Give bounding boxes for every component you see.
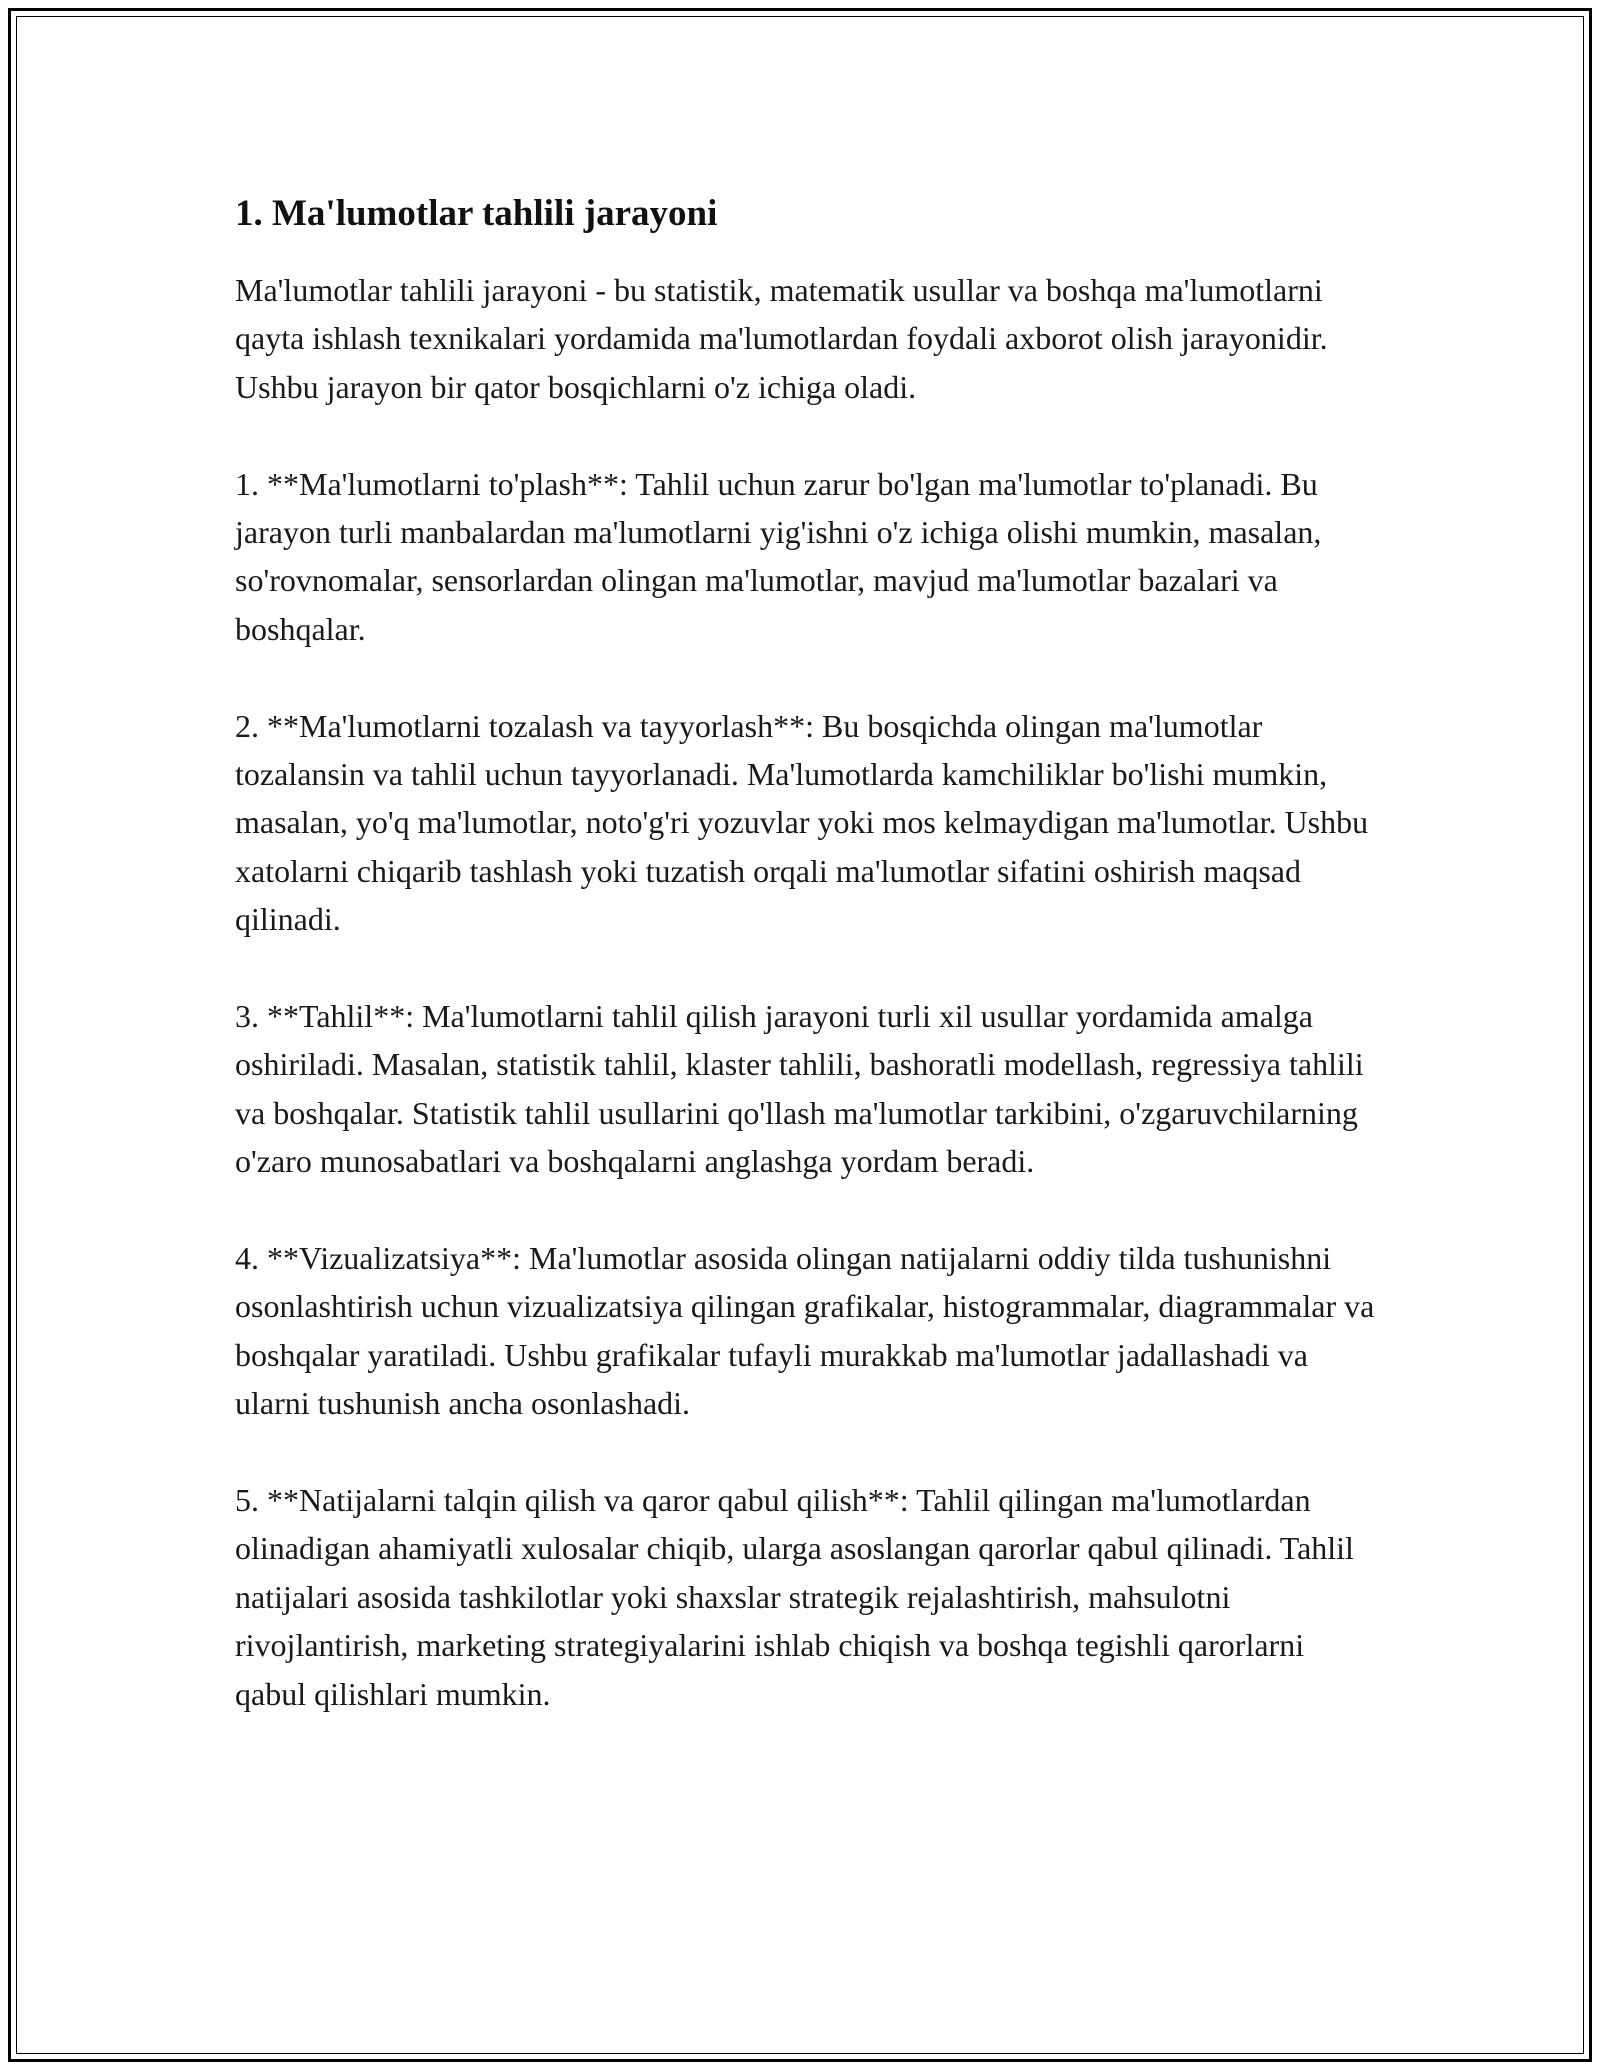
- step-4-paragraph: 4. **Vizualizatsiya**: Ma'lumotlar asosida olingan natijalarni oddiy tilda tushunishni osonlashtirish uchun vizualizatsiya qilingan grafikalar, histogrammalar, diagrammalar va boshqalar yaratiladi. Ushbu grafikalar tufayli murakkab ma'lumotlar jadallashadi va ularni tushunish ancha osonlashadi.: [235, 1240, 1375, 1422]
- step-1-paragraph: 1. **Ma'lumotlarni to'plash**: Tahlil uchun zarur bo'lgan ma'lumotlar to'planadi. Bu jarayon turli manbalardan ma'lumotlarni yig'ishni o'z ichiga olishi mumkin, masalan, so'rovnomalar, sensorlardan olingan ma'lumotlar, mavjud ma'lumotlar bazalari va boshqalar.: [235, 465, 1322, 647]
- step-2-paragraph: 2. **Ma'lumotlarni tozalash va tayyorlash**: Bu bosqichda olingan ma'lumotlar tozalansin va tahlil uchun tayyorlanadi. Ma'lumotlarda kamchiliklar bo'lishi mumkin, masalan, yo'q ma'lumotlar, noto'g'ri yozuvlar yoki mos kelmaydigan ma'lumotlar. Ushbu xatolarni chiqarib tashlash yoki tuzatish orqali ma'lumotlar sifatini oshirish maqsad qilinadi.: [235, 707, 1369, 938]
- intro-paragraph: Ma'lumotlar tahlili jarayoni - bu statistik, matematik usullar va boshqa ma'lumotlarni qayta ishlash texnikalari yordamida ma'lumotlardan foydali axborot olish jarayonidir. Ushbu jarayon bir qator bosqichlarni o'z ichiga oladi.: [235, 272, 1328, 405]
- step-5-paragraph: 5. **Natijalarni talqin qilish va qaror qabul qilish**: Tahlil qilingan ma'lumotlardan olinadigan ahamiyatli xulosalar chiqib, ularga asoslangan qarorlar qabul qilinadi. Tahlil natijalari asosida tashkilotlar yoki shaxslar strategik rejalashtirish, mahsulotni rivojlantirish, marketing strategiyalarini ishlab chiqish va boshqa tegishli qarorlarni qabul qilishlari mumkin.: [235, 1482, 1354, 1712]
- document-title: 1. Ma'lumotlar tahlili jarayoni: [235, 193, 718, 234]
- step-3-paragraph: 3. **Tahlil**: Ma'lumotlarni tahlil qilish jarayoni turli xil usullar yordamida amalga oshiriladi. Masalan, statistik tahlil, klaster tahlili, bashoratli modellash, regressiya tahlili va boshqalar. Statistik tahlil usullarini qo'llash ma'lumotlar tarkibini, o'zgaruvchilarning o'zaro munosabatlari va boshqalarni anglashga yordam beradi.: [235, 998, 1364, 1180]
- document-body: [235, 188, 1375, 1767]
